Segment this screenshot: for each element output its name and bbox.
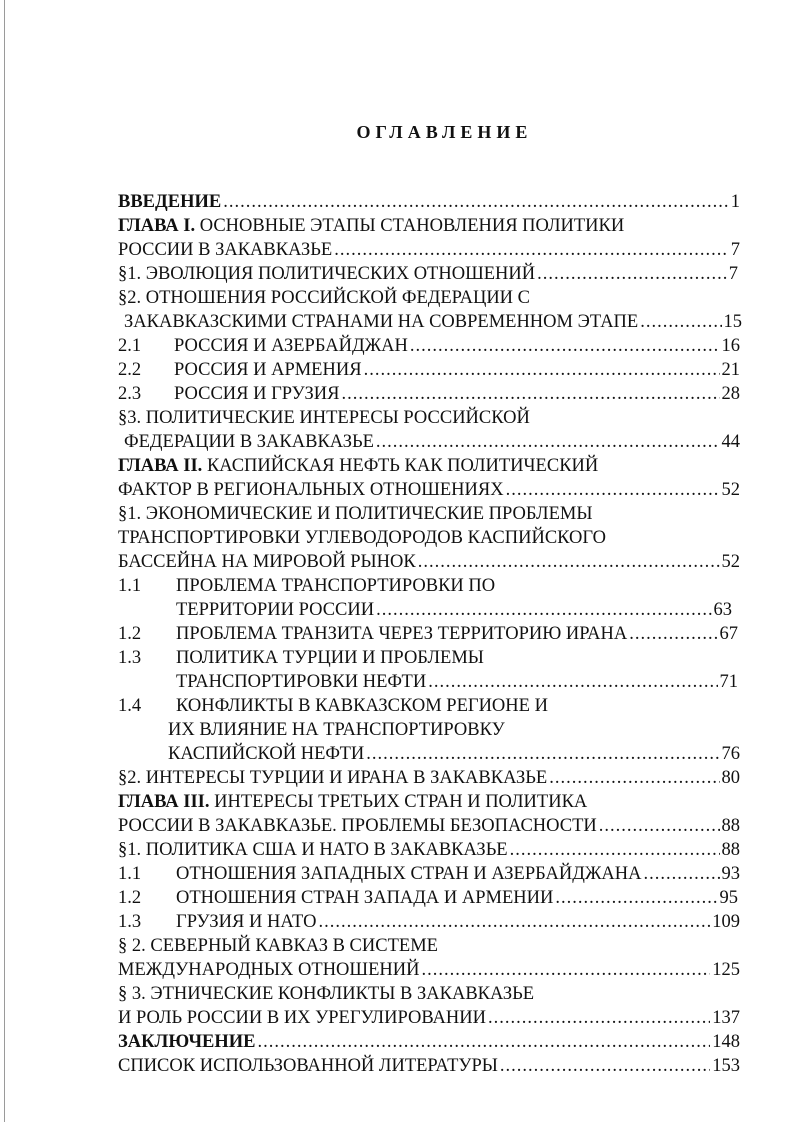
toc-entry-1-3[interactable]: 1.3 ПОЛИТИКА ТУРЦИИ И ПРОБЛЕМЫ xyxy=(118,648,484,668)
page-number: 88 xyxy=(721,816,740,836)
toc-entry-ch1-sec3[interactable]: §3. ПОЛИТИЧЕСКИЕ ИНТЕРЕСЫ РОССИЙСКОЙ xyxy=(118,408,530,428)
toc-entry-1-4-cont2[interactable]: КАСПИЙСКОЙ НЕФТИ ..... 76 xyxy=(168,742,740,766)
toc-entry-3-1-2[interactable]: 1.2 ОТНОШЕНИЯ СТРАН ЗАПАДА И АРМЕНИИ ..... 95 xyxy=(118,886,738,910)
page-number: 63 xyxy=(713,600,732,620)
toc-entry-ch2-sec2[interactable]: §2. ИНТЕРЕСЫ ТУРЦИИ И ИРАНА В ЗАКАВКАЗЬЕ ..... 80 xyxy=(118,766,740,790)
page-number: 21 xyxy=(721,360,740,380)
toc-entry-ch1-sec2-cont[interactable]: ЗАКАВКАЗСКИМИ СТРАНАМИ НА СОВРЕМЕННОМ ЭТАПЕ ..... 15 xyxy=(124,310,742,334)
toc-title: ОГЛАВЛЕНИЕ xyxy=(356,122,533,142)
toc-entry-3-1-3[interactable]: 1.3 ГРУЗИЯ И НАТО ..... 109 xyxy=(118,910,740,934)
toc-entry-1-4-cont[interactable]: ИХ ВЛИЯНИЕ НА ТРАНСПОРТИРОВКУ xyxy=(168,720,505,740)
toc-entry-chapter-3-cont[interactable]: РОССИИ В ЗАКАВКАЗЬЕ. ПРОБЛЕМЫ БЕЗОПАСНОСТИ ..... 88 xyxy=(118,814,740,838)
toc-entry-ch1-sec1[interactable]: §1. ЭВОЛЮЦИЯ ПОЛИТИЧЕСКИХ ОТНОШЕНИЙ ..... 7 xyxy=(118,262,738,286)
page-number: 80 xyxy=(721,768,740,788)
page-number: 125 xyxy=(712,960,740,980)
toc-entry-introduction[interactable]: ВВЕДЕНИЕ ..... 1 xyxy=(118,190,740,214)
page-number: 76 xyxy=(721,744,740,764)
toc-entry-1-1-cont[interactable]: ТЕРРИТОРИИ РОССИИ ..... 63 xyxy=(176,598,732,622)
toc-entry-ch2-sec1-cont2[interactable]: БАССЕЙНА НА МИРОВОЙ РЫНОК ..... 52 xyxy=(118,550,740,574)
toc-entry-ch3-sec3[interactable]: § 3. ЭТНИЧЕСКИЕ КОНФЛИКТЫ В ЗАКАВКАЗЬЕ xyxy=(118,984,535,1004)
toc-entry-ch3-sec1[interactable]: §1. ПОЛИТИКА США И НАТО В ЗАКАВКАЗЬЕ ..... 88 xyxy=(118,838,740,862)
toc-entry-chapter-1-cont[interactable]: РОССИИ В ЗАКАВКАЗЬЕ ..... 7 xyxy=(118,238,740,262)
page-number: 7 xyxy=(728,264,738,284)
toc-entry-1-4[interactable]: 1.4 КОНФЛИКТЫ В КАВКАЗСКОМ РЕГИОНЕ И xyxy=(118,696,548,716)
page-number: 93 xyxy=(721,864,740,884)
page-number: 148 xyxy=(712,1032,740,1052)
page-number: 88 xyxy=(721,840,740,860)
toc-entry-bibliography[interactable]: СПИСОК ИСПОЛЬЗОВАННОЙ ЛИТЕРАТУРЫ ..... 153 xyxy=(118,1054,740,1078)
toc-entry-1-3-cont[interactable]: ТРАНСПОРТИРОВКИ НЕФТИ ..... 71 xyxy=(176,670,738,694)
page-number: 52 xyxy=(721,552,740,572)
page-number: 95 xyxy=(719,888,738,908)
toc-entry-chapter-2[interactable]: ГЛАВА II. КАСПИЙСКАЯ НЕФТЬ КАК ПОЛИТИЧЕСКИЙ xyxy=(118,456,599,476)
page-number: 15 xyxy=(723,312,742,332)
page-number: 16 xyxy=(721,336,740,356)
toc-entry-2-3[interactable]: 2.3 РОССИЯ И ГРУЗИЯ ..... 28 xyxy=(118,382,740,406)
toc-entry-chapter-3[interactable]: ГЛАВА III. ИНТЕРЕСЫ ТРЕТЬИХ СТРАН И ПОЛИТИКА xyxy=(118,792,588,812)
toc-entry-ch1-sec3-cont[interactable]: ФЕДЕРАЦИИ В ЗАКАВКАЗЬЕ ..... 44 xyxy=(124,430,740,454)
page-number: 7 xyxy=(730,240,740,260)
toc-entry-2-1[interactable]: 2.1 РОССИЯ И АЗЕРБАЙДЖАН ..... 16 xyxy=(118,334,740,358)
page-number: 52 xyxy=(721,480,740,500)
toc-entry-1-2[interactable]: 1.2 ПРОБЛЕМА ТРАНЗИТА ЧЕРЕЗ ТЕРРИТОРИЮ ИРАНА ..... 67 xyxy=(118,622,738,646)
toc-entry-chapter-2-cont[interactable]: ФАКТОР В РЕГИОНАЛЬНЫХ ОТНОШЕНИЯХ ..... 52 xyxy=(118,478,740,502)
page-edge-line xyxy=(4,0,5,1122)
page-number: 109 xyxy=(712,912,740,932)
toc-entry-3-1-1[interactable]: 1.1 ОТНОШЕНИЯ ЗАПАДНЫХ СТРАН И АЗЕРБАЙДЖАНА ..... 93 xyxy=(118,862,740,886)
toc-entry-ch3-sec2-cont[interactable]: МЕЖДУНАРОДНЫХ ОТНОШЕНИЙ ..... 125 xyxy=(118,958,740,982)
toc-entry-1-1[interactable]: 1.1 ПРОБЛЕМА ТРАНСПОРТИРОВКИ ПО xyxy=(118,576,496,596)
toc-entry-ch3-sec3-cont[interactable]: И РОЛЬ РОССИИ В ИХ УРЕГУЛИРОВАНИИ ..... 137 xyxy=(118,1006,740,1030)
page-number: 28 xyxy=(721,384,740,404)
toc-entry-2-2[interactable]: 2.2 РОССИЯ И АРМЕНИЯ ..... 21 xyxy=(118,358,740,382)
page-number: 67 xyxy=(719,624,738,644)
toc-entry-ch1-sec2[interactable]: §2. ОТНОШЕНИЯ РОССИЙСКОЙ ФЕДЕРАЦИИ С xyxy=(118,288,531,308)
toc-entry-chapter-1[interactable]: ГЛАВА I. ОСНОВНЫЕ ЭТАПЫ СТАНОВЛЕНИЯ ПОЛИТИКИ xyxy=(118,216,625,236)
toc-entry-ch3-sec2[interactable]: § 2. СЕВЕРНЫЙ КАВКАЗ В СИСТЕМЕ xyxy=(118,936,438,956)
page-number: 153 xyxy=(712,1056,740,1076)
toc-entry-ch2-sec1-cont[interactable]: ТРАНСПОРТИРОВКИ УГЛЕВОДОРОДОВ КАСПИЙСКОГО xyxy=(118,528,606,548)
page-number: 1 xyxy=(730,192,740,212)
page-number: 137 xyxy=(712,1008,740,1028)
toc-entry-conclusion[interactable]: ЗАКЛЮЧЕНИЕ ..... 148 xyxy=(118,1030,740,1054)
page-number: 71 xyxy=(719,672,738,692)
toc-entry-ch2-sec1[interactable]: §1. ЭКОНОМИЧЕСКИЕ И ПОЛИТИЧЕСКИЕ ПРОБЛЕМЫ xyxy=(118,504,593,524)
page-number: 44 xyxy=(721,432,740,452)
